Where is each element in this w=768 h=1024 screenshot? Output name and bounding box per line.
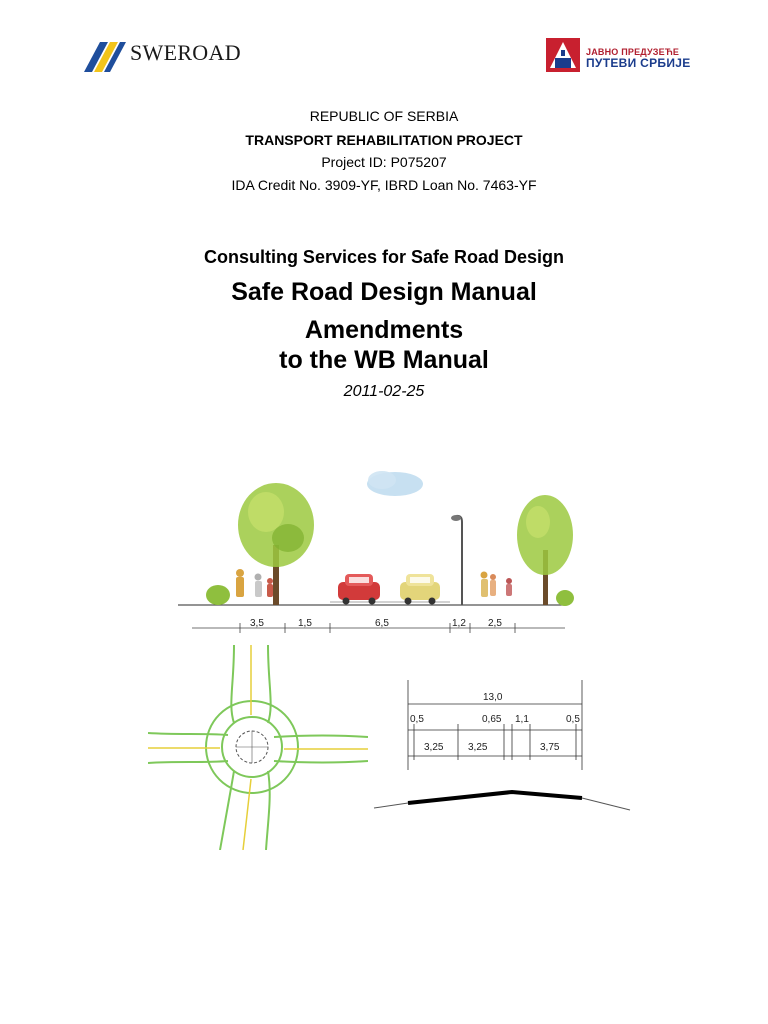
- red-car-icon: [338, 574, 380, 605]
- tree-right-icon: [517, 495, 573, 605]
- pedestrians-right-icon: [481, 572, 513, 598]
- putevi-line1: ЈАВНО ПРЕДУЗЕЋЕ: [586, 47, 680, 57]
- cross-top-label: 0,5: [410, 714, 424, 725]
- amendments-title-line2: to the WB Manual: [279, 346, 489, 374]
- street-lamp-icon: [451, 515, 462, 605]
- cross-bottom-label: 3,75: [540, 742, 560, 753]
- project-id: Project ID: P075207: [321, 154, 447, 170]
- cross-bottom-label: 3,25: [468, 742, 488, 753]
- sweroad-logo: [82, 38, 241, 74]
- tree-left-icon: [238, 483, 314, 605]
- cross-bottom-label: 3,25: [424, 742, 444, 753]
- cross-total-label: 13,0: [483, 692, 503, 703]
- project-heading: TRANSPORT REHABILITATION PROJECT: [245, 132, 523, 148]
- street-dim-label: 1,5: [298, 618, 312, 629]
- bush-icon: [206, 585, 230, 605]
- roundabout-plan-illustration: [148, 645, 368, 850]
- putevi-line2: ПУТЕВИ СРБИЈЕ: [586, 56, 691, 70]
- street-section-illustration: [170, 450, 580, 640]
- credit-info: IDA Credit No. 3909-YF, IBRD Loan No. 7463-YF: [231, 177, 537, 193]
- country-heading: REPUBLIC OF SERBIA: [309, 108, 459, 124]
- putevi-emblem-icon: [546, 38, 580, 72]
- services-subtitle: Consulting Services for Safe Road Design: [203, 247, 565, 267]
- putevi-srbije-logo: [546, 38, 696, 74]
- street-dim-label: 3,5: [250, 618, 264, 629]
- street-dim-label: 2,5: [488, 618, 502, 629]
- pedestrians-left-icon: [236, 569, 273, 597]
- street-dim-label: 1,2: [452, 618, 466, 629]
- cross-top-label: 0,5: [566, 714, 580, 725]
- sweroad-wordmark: SWEROAD: [130, 40, 241, 65]
- amendments-title-line1: Amendments: [304, 316, 464, 344]
- sweroad-emblem-icon: [82, 38, 130, 74]
- cross-top-label: 0,65: [482, 714, 502, 725]
- document-date: 2011-02-25: [343, 383, 425, 400]
- yellow-car-icon: [400, 574, 440, 605]
- cross-top-label: 1,1: [515, 714, 529, 725]
- manual-title: Safe Road Design Manual: [231, 278, 537, 306]
- cross-section-drawing: [370, 680, 640, 820]
- street-dim-label: 6,5: [375, 618, 389, 629]
